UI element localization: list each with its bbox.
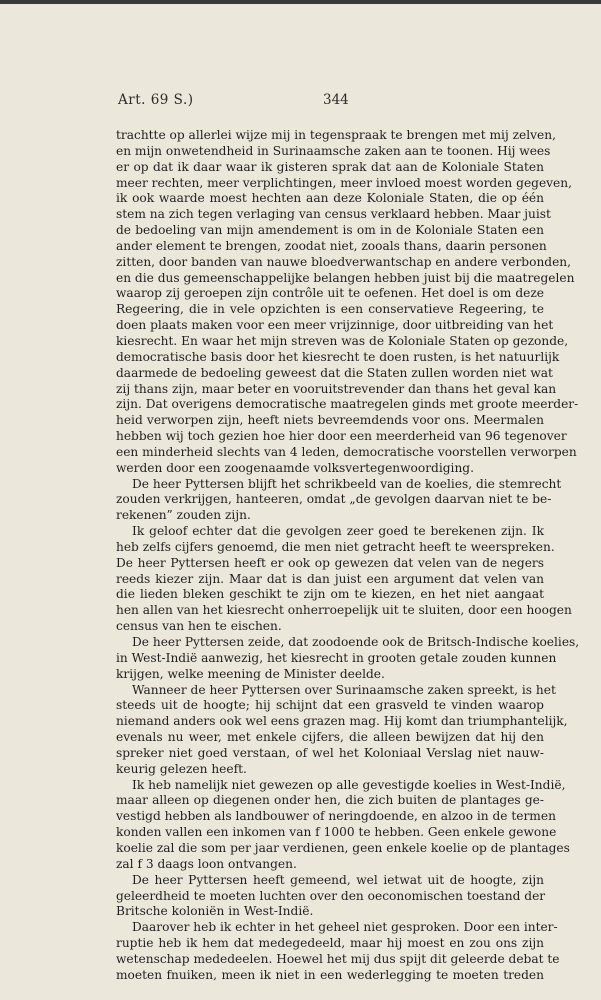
text-line: geleerdheid te moeten luchten over den oeconomischen toestand der <box>116 888 546 903</box>
body-text <box>116 128 580 984</box>
text-line: zijn. Dat overigens democratische maatregelen ginds met groote meerder- <box>116 397 579 412</box>
text-line: spreker niet goed verstaan, of wel het Koloniaal Verslag niet nauw- <box>116 745 544 760</box>
text-line: ik ook waarde moest hechten aan deze Koloniale Staten, die op één <box>116 191 544 206</box>
text-line: Britsche koloniën in West-Indië. <box>116 904 314 919</box>
text-line: doen plaats maken voor een meer vrijzinnige, door uitbreiding van het <box>116 318 554 333</box>
text-line: De heer Pyttersen zeide, dat zoodoende ook de Britsch-Indische koelies, <box>132 635 580 649</box>
text-line: De heer Pyttersen heeft er ook op gewezen dat velen van de negers <box>116 555 544 570</box>
text-line: meer rechten, meer verplichtingen, meer invloed moest worden gegeven, <box>116 175 572 190</box>
text-line: Wanneer de heer Pyttersen over Surinaamsche zaken spreekt, is het <box>132 682 556 697</box>
text-line: zouden verkrijgen, hanteeren, omdat „de gevolgen daarvan niet te be- <box>116 492 552 507</box>
text-line: democratische basis door het kiesrecht te doen rusten, is het natuurlijk <box>116 349 560 364</box>
text-line: zitten, door banden van nauwe bloedverwantschap en andere verbonden, <box>116 254 572 269</box>
text-line: krijgen, welke meening de Minister deelde. <box>116 666 385 681</box>
article-reference: Art. 69 S.) <box>118 92 194 108</box>
text-line: hebben wij toch gezien hoe hier door een meerderheid van 96 tegenover <box>116 429 567 444</box>
text-line: census van hen te eischen. <box>116 619 282 634</box>
text-line: zij thans zijn, maar beter en vooruitstrevender dan thans het geval kan <box>116 381 557 396</box>
scan-top-border <box>0 0 601 4</box>
text-line: heid verworpen zijn, heeft niets bevreemdends voor ons. Meermalen <box>116 413 544 428</box>
text-line: zal f 3 daags loon ontvangen. <box>116 856 297 871</box>
text-line: keurig gelezen heeft. <box>116 761 247 776</box>
text-line: in West-Indië aanwezig, het kiesrecht in grooten getale zouden kunnen <box>116 650 557 665</box>
text-line: Daarover heb ik echter in het geheel niet gesproken. Door een inter- <box>132 920 558 935</box>
text-line: en mijn onwetendheid in Surinaamsche zaken aan te toonen. Hij wees <box>116 143 551 158</box>
text-line: steeds uit de hoogte; hij schijnt dat een grasveld te vinden waarop <box>116 698 544 713</box>
text-line: Ik heb namelijk niet gewezen op alle gevestigde koelies in West-Indië, <box>132 777 566 792</box>
text-line: konden vallen een inkomen van f 1000 te hebben. Geen enkele gewone <box>116 825 557 840</box>
text-line: Regeering, die in vele opzichten is een conservatieve Regeering, te <box>116 302 544 317</box>
text-line: evenals nu weer, met enkele cijfers, die alleen bewijzen dat hij den <box>116 730 544 745</box>
text-line: koelie zal die som per jaar verdienen, geen enkele koelie op de plantages <box>116 840 570 855</box>
text-line: daarmede de bedoeling geweest dat die Staten zullen worden niet wat <box>116 365 553 380</box>
text-line: De heer Pyttersen heeft gemeend, wel ietwat uit de hoogte, zijn <box>132 872 544 887</box>
text-line: stem na zich tegen verlaging van census verklaard hebben. Maar juist <box>116 207 551 222</box>
text-line: heb zelfs cijfers genoemd, die men niet getracht heeft te weerspreken. <box>116 539 555 554</box>
text-line: hen allen van het kiesrecht onherroepelijk uit te sluiten, door een hoogen <box>116 603 572 618</box>
text-line: ander element te brengen, zoodat niet, zooals thans, daarin personen <box>116 238 547 253</box>
page-number: 344 <box>323 92 349 108</box>
text-line: reeds kiezer zijn. Maar dat is dan juist een argument dat velen van <box>116 571 544 586</box>
text-line: en die dus gemeenschappelijke belangen hebben juist bij die maatregelen <box>116 270 575 285</box>
text-line: een minderheid slechts van 4 leden, democratische voorstellen verworpen <box>116 444 577 459</box>
text-line: de bedoeling van mijn amendement is om in de Koloniale Staten een <box>116 223 544 238</box>
text-line: rekenen” zouden zijn. <box>116 508 251 523</box>
text-line: waarop zij geroepen zijn contrôle uit te oefenen. Het doel is om deze <box>116 286 544 301</box>
text-line: die lieden bleken geschikt te zijn om te kiezen, en het niet aangaat <box>116 587 544 602</box>
text-line: wetenschap mededeelen. Hoewel het mij dus spijt dit geleerde debat te <box>116 951 560 966</box>
text-line: vestigd hebben als landbouwer of neringdoende, en alzoo in de termen <box>116 809 556 824</box>
text-line: maar alleen op diegenen onder hen, die zich buiten de plantages ge- <box>116 793 544 808</box>
text-line: kiesrecht. En waar het mijn streven was de Koloniale Staten op gezonde, <box>116 333 569 348</box>
text-line: niemand anders ook wel eens grazen mag. Hij komt dan triumphantelijk, <box>116 714 568 729</box>
text-line: Ik geloof echter dat die gevolgen zeer goed te berekenen zijn. Ik <box>132 524 544 539</box>
text-line: er op dat ik daar waar ik gisteren sprak dat aan de Koloniale Staten <box>116 159 544 174</box>
text-line: werden door een zoogenaamde volksvertegenwoordiging. <box>116 460 474 475</box>
text-line: De heer Pyttersen blijft het schrikbeeld van de koelies, die stemrecht <box>132 476 562 491</box>
text-line: moeten fnuiken, meen ik niet in een wederlegging te moeten treden <box>116 967 544 982</box>
running-header <box>118 92 548 114</box>
text-line: ruptie heb ik hem dat medegedeeld, maar hij moest en zou ons zijn <box>116 936 544 951</box>
text-line: trachtte op allerlei wijze mij in tegenspraak te brengen met mij zelven, <box>116 128 556 142</box>
